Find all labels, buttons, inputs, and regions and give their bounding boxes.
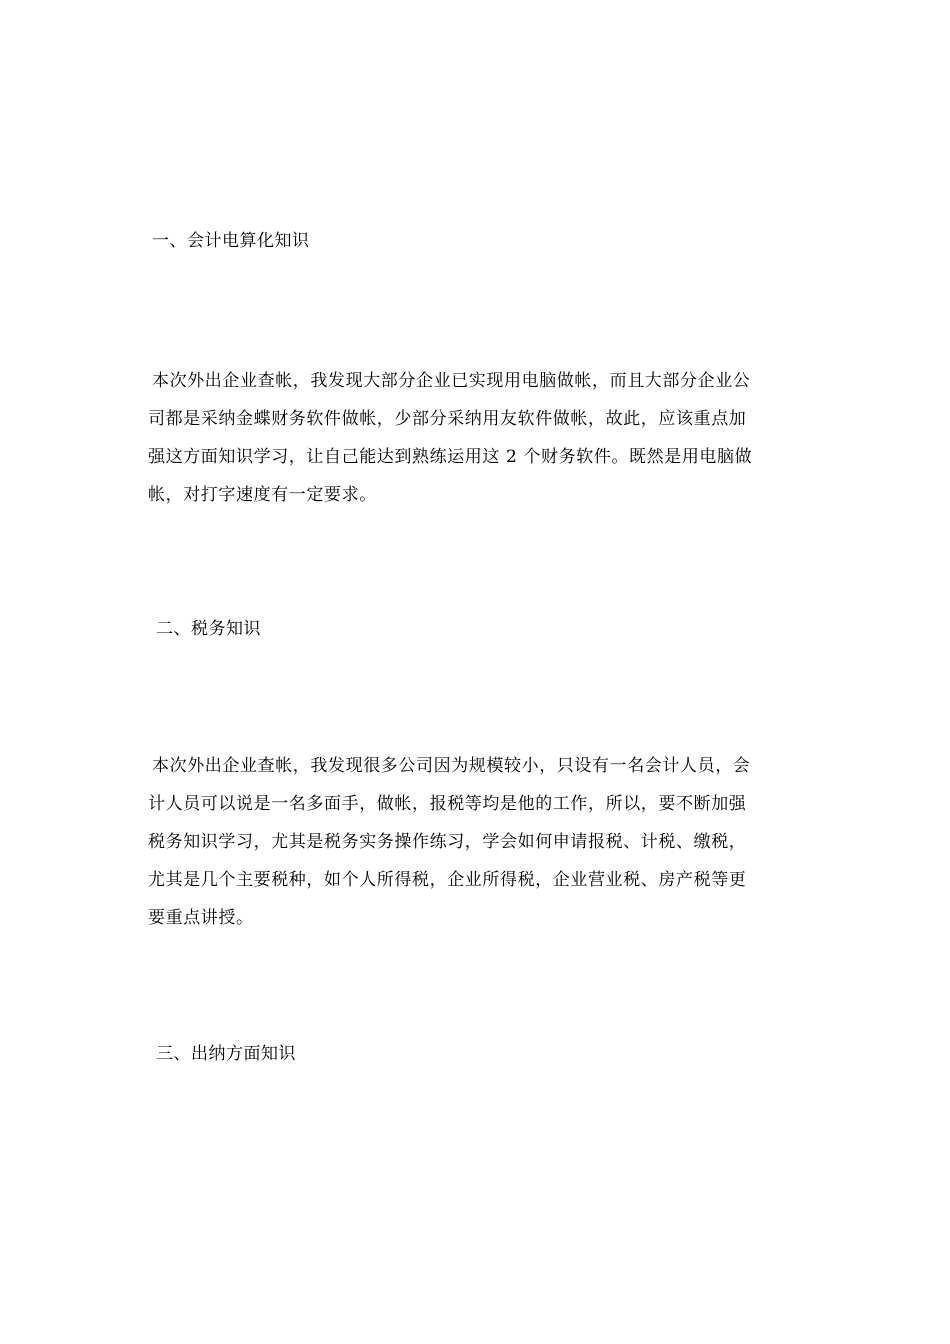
section-paragraph-2	[148, 747, 808, 937]
section-paragraph-1	[148, 362, 808, 514]
paragraph-line: 尤其是几个主要税种，如个人所得税，企业所得税，企业营业税、房产税等更	[148, 870, 747, 890]
section-heading-2: 二、税务知识	[156, 619, 261, 639]
section-heading-3: 三、出纳方面知识	[156, 1044, 296, 1064]
paragraph-line: 帐，对打字速度有一定要求。	[148, 485, 377, 505]
paragraph-line: 本次外出企业查帐，我发现很多公司因为规模较小，只设有一名会计人员，会	[152, 756, 751, 776]
paragraph-line: 本次外出企业查帐，我发现大部分企业已实现用电脑做帐，而且大部分企业公	[152, 371, 751, 391]
section-heading-1: 一、会计电算化知识	[152, 231, 310, 251]
paragraph-line: 司都是采纳金蝶财务软件做帐，少部分采纳用友软件做帐，故此，应该重点加	[148, 409, 747, 429]
paragraph-line: 要重点讲授。	[148, 908, 254, 928]
paragraph-line: 强这方面知识学习，让自己能达到熟练运用这 2 个财务软件。既然是用电脑做	[148, 447, 753, 467]
paragraph-line: 税务知识学习，尤其是税务实务操作练习，学会如何申请报税、计税、缴税，	[148, 832, 747, 852]
paragraph-line: 计人员可以说是一名多面手，做帐，报税等均是他的工作，所以，要不断加强	[148, 794, 747, 814]
